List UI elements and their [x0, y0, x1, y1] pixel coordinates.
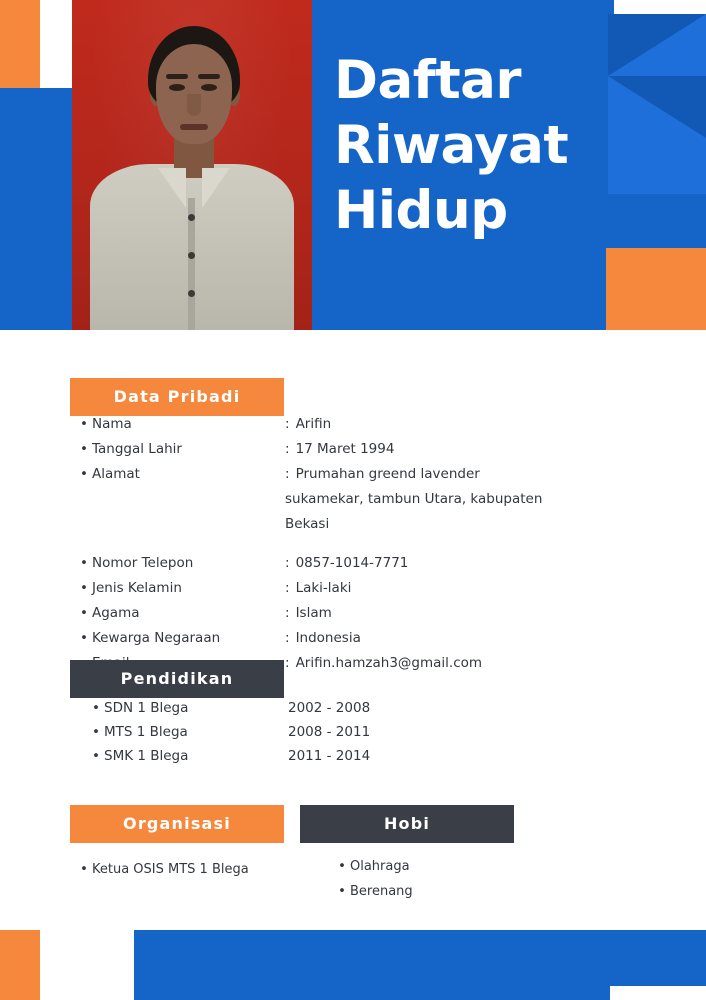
school-years: 2008 - 2011	[288, 724, 371, 740]
section-heading-organisasi: Organisasi	[70, 805, 284, 843]
photo-collar-left	[158, 168, 186, 208]
colon-separator: :	[285, 605, 290, 621]
data-pribadi-list	[80, 412, 680, 676]
pendidikan-row	[92, 720, 652, 744]
school-years: 2011 - 2014	[288, 748, 371, 764]
triangle-shape-top	[608, 14, 706, 76]
data-pribadi-row	[80, 626, 680, 650]
data-pribadi-value	[285, 487, 665, 511]
data-pribadi-row	[80, 601, 680, 625]
value-text: Indonesia	[295, 630, 361, 646]
label-text: Alamat	[92, 466, 140, 482]
footer-white-accent	[40, 930, 134, 1000]
label-text: Tanggal Lahir	[92, 441, 182, 457]
document-body	[0, 330, 706, 930]
data-pribadi-value	[285, 576, 665, 600]
value-text: sukamekar, tambun Utara, kabupaten	[285, 491, 543, 507]
value-text: Prumahan greend lavender	[295, 466, 480, 482]
label-text: Nomor Telepon	[92, 555, 194, 571]
value-text: Bekasi	[285, 516, 330, 532]
school-name	[92, 696, 188, 720]
data-pribadi-label	[80, 412, 290, 436]
bullet-icon: •	[92, 700, 100, 716]
data-pribadi-row	[80, 551, 680, 575]
organisasi-item-text: Ketua OSIS MTS 1 Blega	[92, 862, 249, 877]
photo-nose	[187, 94, 201, 116]
data-pribadi-row-continuation	[80, 512, 680, 536]
bullet-icon: •	[80, 555, 88, 571]
photo-shirt-button	[188, 252, 195, 259]
header-triangle-decoration	[608, 14, 706, 194]
colon-separator: :	[285, 580, 290, 596]
data-pribadi-row	[80, 412, 680, 436]
school-name	[92, 720, 188, 744]
data-pribadi-label	[80, 462, 290, 486]
pendidikan-list	[92, 696, 652, 768]
school-text: SMK 1 Blega	[104, 748, 189, 764]
list-item	[338, 854, 538, 879]
data-pribadi-label	[80, 626, 290, 650]
photo-eye-right	[201, 84, 217, 91]
bullet-icon: •	[92, 748, 100, 764]
data-pribadi-label	[80, 601, 290, 625]
label-text: Jenis Kelamin	[92, 580, 182, 596]
colon-separator: :	[285, 441, 290, 457]
data-pribadi-row	[80, 576, 680, 600]
data-pribadi-row	[80, 437, 680, 461]
value-text: Arifin.hamzah3@gmail.com	[295, 655, 483, 671]
school-text: SDN 1 Blega	[104, 700, 189, 716]
footer-orange-accent	[0, 930, 40, 1000]
footer-bottom-right-white-strip	[610, 986, 706, 1000]
data-pribadi-row	[80, 462, 680, 486]
photo-eye-left	[169, 84, 185, 91]
school-name	[92, 744, 188, 768]
bullet-icon: •	[338, 883, 346, 899]
pendidikan-row	[92, 696, 652, 720]
bullet-icon: •	[80, 441, 88, 457]
bullet-icon: •	[80, 466, 88, 482]
bullet-icon: •	[92, 724, 100, 740]
value-text: Arifin	[295, 416, 332, 432]
header-orange-square	[606, 248, 706, 330]
hobi-item-text: Berenang	[350, 884, 413, 899]
colon-separator: :	[285, 416, 290, 432]
label-text: Nama	[92, 416, 132, 432]
section-heading-data-pribadi: Data Pribadi	[70, 378, 284, 416]
colon-separator: :	[285, 555, 290, 571]
value-text: Laki-laki	[295, 580, 352, 596]
data-pribadi-row-continuation	[80, 487, 680, 511]
value-text: Islam	[295, 605, 332, 621]
footer-band	[0, 930, 706, 1000]
data-pribadi-label	[80, 576, 290, 600]
list-item	[80, 858, 320, 881]
section-heading-hobi: Hobi	[300, 805, 514, 843]
data-pribadi-value	[285, 551, 665, 575]
data-pribadi-value	[285, 651, 665, 675]
label-text: Kewarga Negaraan	[92, 630, 221, 646]
data-pribadi-value	[285, 626, 665, 650]
school-text: MTS 1 Blega	[104, 724, 188, 740]
document-title-line: Daftar	[334, 50, 522, 111]
value-text: 17 Maret 1994	[295, 441, 395, 457]
data-pribadi-label	[80, 551, 290, 575]
organisasi-list	[80, 858, 320, 881]
header-band	[0, 0, 706, 330]
value-text: 0857-1014-7771	[295, 555, 409, 571]
triangle-shape-bottom	[608, 76, 706, 138]
bullet-icon: •	[338, 858, 346, 874]
data-pribadi-value	[285, 601, 665, 625]
list-item	[338, 879, 538, 904]
data-pribadi-label	[80, 437, 290, 461]
bullet-icon: •	[80, 416, 88, 432]
document-title-line: Riwayat	[334, 115, 569, 176]
data-pribadi-value	[285, 437, 665, 461]
header-top-right-white-strip	[614, 0, 706, 14]
bullet-icon: •	[80, 580, 88, 596]
photo-collar-right	[202, 168, 230, 208]
data-pribadi-value	[285, 412, 665, 436]
colon-separator: :	[285, 466, 290, 482]
header-white-accent	[40, 0, 72, 88]
section-heading-pendidikan: Pendidikan	[70, 660, 284, 698]
photo-shirt-button	[188, 214, 195, 221]
photo-eyebrow-right	[198, 74, 220, 79]
portrait-photo	[72, 0, 312, 330]
photo-mouth	[180, 124, 208, 130]
hobi-list	[338, 854, 538, 904]
hobi-item-text: Olahraga	[350, 859, 410, 874]
photo-eyebrow-left	[166, 74, 188, 79]
colon-separator: :	[285, 655, 290, 671]
data-pribadi-value	[285, 462, 665, 486]
list-spacer	[80, 537, 680, 551]
data-pribadi-value	[285, 512, 665, 536]
colon-separator: :	[285, 630, 290, 646]
photo-shirt-button	[188, 290, 195, 297]
header-orange-accent	[0, 0, 40, 88]
bullet-icon: •	[80, 605, 88, 621]
bullet-icon: •	[80, 861, 88, 877]
label-text: Agama	[92, 605, 140, 621]
bullet-icon: •	[80, 630, 88, 646]
school-years: 2002 - 2008	[288, 700, 371, 716]
document-title-line: Hidup	[334, 180, 508, 241]
document-title	[334, 48, 614, 243]
pendidikan-row	[92, 744, 652, 768]
